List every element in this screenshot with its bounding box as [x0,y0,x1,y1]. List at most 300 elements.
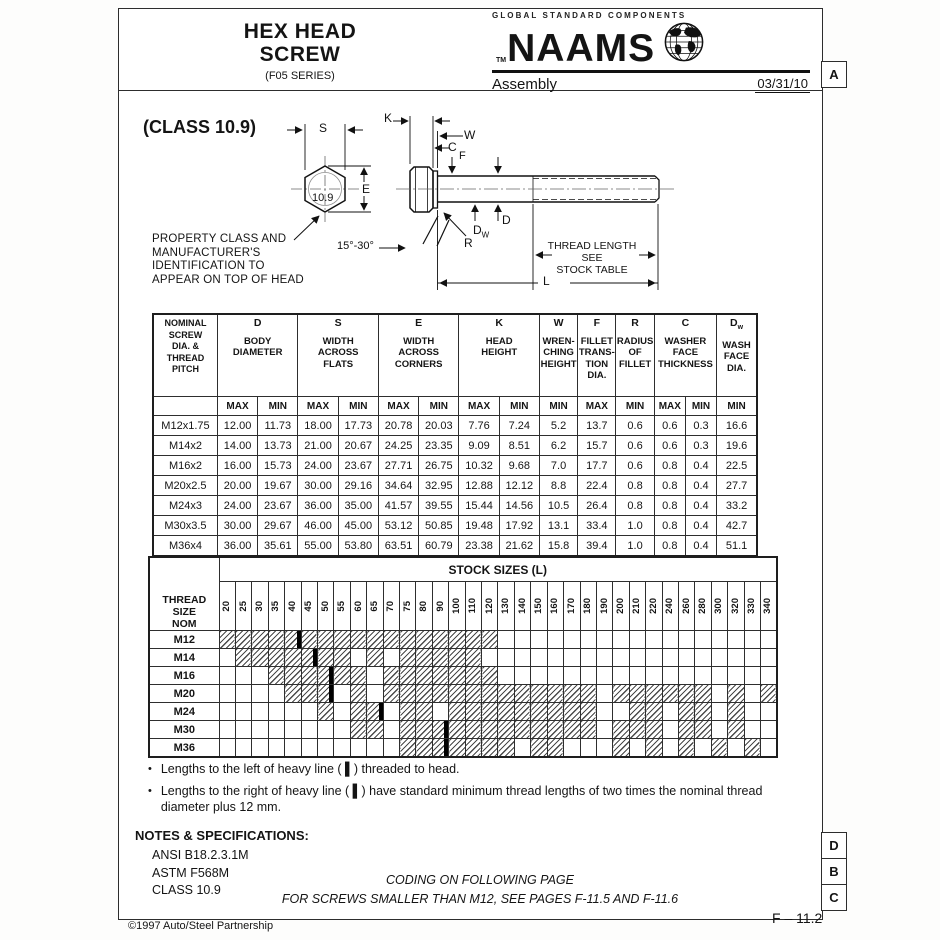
stock-length-header: 150 [531,582,547,631]
stock-cell [285,649,301,667]
stock-length-header: 140 [514,582,530,631]
stock-cell [531,649,547,667]
revision-letter-b: B [821,858,847,885]
stock-length-header: 70 [383,582,399,631]
dim-value-cell: 42.7 [717,516,757,536]
dim-row-size: M14x2 [153,436,217,456]
dim-minmax-header: MIN [419,397,459,416]
stock-cell [498,739,514,758]
dim-value-cell: 34.64 [378,476,418,496]
stock-cell [318,667,334,685]
stock-cell [268,667,284,685]
dim-minmax-header: MIN [685,397,716,416]
stock-cell [334,685,350,703]
dim-label-w: W [464,128,476,142]
stock-cell [547,631,563,649]
stock-cell [498,649,514,667]
dim-value-cell: 9.09 [459,436,499,456]
stock-cell [318,685,334,703]
copyright: ©1997 Auto/Steel Partnership [128,920,274,932]
stock-cell [564,649,580,667]
class-label: (CLASS 10.9) [143,117,257,137]
dim-minmax-header: MIN [616,397,654,416]
dim-value-cell: 0.4 [685,456,716,476]
dim-value-cell: 20.00 [217,476,257,496]
stock-cell [629,703,645,721]
stock-cell [416,685,432,703]
stock-cell [252,649,268,667]
dim-row-size: M16x2 [153,456,217,476]
dim-value-cell: 6.2 [539,436,577,456]
stock-cell [235,721,251,739]
stock-cell [416,631,432,649]
dim-value-cell: 63.51 [378,536,418,557]
stock-cell [662,685,678,703]
dim-value-cell: 35.00 [338,496,378,516]
stock-cell [350,721,366,739]
dim-value-cell: 36.00 [298,496,338,516]
stock-cell [432,631,448,649]
stock-cell [744,631,760,649]
dim-value-cell: 14.56 [499,496,539,516]
stock-cell [711,739,727,758]
stock-cell [678,631,694,649]
dim-minmax-header: MAX [217,397,257,416]
dim-value-cell: 22.4 [578,476,616,496]
stock-cell [400,667,416,685]
stock-cell [465,685,481,703]
dim-value-cell: 14.00 [217,436,257,456]
stock-cell [662,739,678,758]
note-bullet-1: • Lengths to the left of heavy line ( ▌) threaded to head. [148,762,460,776]
stock-cell [728,667,744,685]
dim-group-header: W WREN- CHING HEIGHT [539,314,577,397]
angle-label: 15°-30° [337,240,374,252]
brand-name: NAAMS [507,27,656,70]
stock-cell [301,721,317,739]
stock-corner-header: THREAD SIZE NOM [149,557,219,631]
dim-value-cell: 36.00 [217,536,257,557]
revision-letter-d: D [821,832,847,859]
stock-cell [285,631,301,649]
stock-cell [564,739,580,758]
stock-cell [728,649,744,667]
dim-value-cell: 17.73 [338,416,378,436]
stock-cell [662,667,678,685]
stock-length-header: 20 [219,582,235,631]
dim-value-cell: 20.03 [419,416,459,436]
stock-cell [383,739,399,758]
stock-cell [252,703,268,721]
dim-value-cell: 8.51 [499,436,539,456]
stock-cell [744,649,760,667]
dim-group-header: K HEAD HEIGHT [459,314,540,397]
stock-cell [580,631,596,649]
dim-group-header: F FILLET TRANS- TION DIA. [578,314,616,397]
stock-cell [350,631,366,649]
dim-value-cell: 0.8 [654,456,685,476]
stock-cell [596,703,612,721]
stock-cell [449,703,465,721]
dim-label-l: L [543,274,550,288]
stock-cell [662,703,678,721]
dim-value-cell: 1.0 [616,516,654,536]
stock-cell [235,667,251,685]
stock-cell [564,721,580,739]
stock-cell [613,667,629,685]
dim-value-cell: 35.61 [258,536,298,557]
stock-cell [531,631,547,649]
note-bullet-2: • Lengths to the right of heavy line ( ▌) have standard minimum thread lengths of two times the nominal thread diameter plus 12 mm. [148,784,763,814]
stock-cell [695,685,711,703]
stock-row-size: M24 [149,703,219,721]
stock-cell [760,649,777,667]
stock-cell [646,739,662,758]
dim-value-cell: 27.71 [378,456,418,476]
stock-cell [334,649,350,667]
stock-cell [662,721,678,739]
dim-value-cell: 33.2 [717,496,757,516]
head-marking: 10.9 [312,192,334,204]
stock-cell [285,685,301,703]
dim-row-size: M12x1.75 [153,416,217,436]
stock-cell [482,739,498,758]
stock-cell [449,721,465,739]
stock-cell [580,667,596,685]
stock-cell [744,739,760,758]
dim-value-cell: 27.7 [717,476,757,496]
stock-length-header: 200 [613,582,629,631]
stock-cell [252,667,268,685]
stock-cell [285,739,301,758]
dim-value-cell: 50.85 [419,516,459,536]
stock-length-header: 35 [268,582,284,631]
dim-value-cell: 0.6 [616,416,654,436]
dim-value-cell: 0.4 [685,476,716,496]
stock-cell [744,667,760,685]
stock-cell [252,721,268,739]
stock-cell [613,685,629,703]
stock-cell [449,685,465,703]
stock-cell [301,631,317,649]
dim-blank-cell [153,397,217,416]
stock-length-header: 60 [350,582,366,631]
dim-label-r: R [464,236,473,250]
stock-cell [350,703,366,721]
stock-cell [400,649,416,667]
dim-value-cell: 23.67 [338,456,378,476]
dim-minmax-header: MIN [717,397,757,416]
dim-value-cell: 30.00 [298,476,338,496]
stock-cell [596,649,612,667]
stock-cell [334,631,350,649]
doc-title-line1: HEX HEAD [243,20,357,43]
dim-value-cell: 15.73 [258,456,298,476]
stock-cell [728,631,744,649]
stock-length-header: 75 [400,582,416,631]
stock-cell [695,721,711,739]
specs-items [152,847,249,900]
dim-value-cell: 24.00 [298,456,338,476]
stock-cell [301,685,317,703]
property-class-note: PROPERTY CLASS AND MANUFACTURER'S IDENTIFICATION TO APPEAR ON TOP OF HEAD [152,233,304,286]
stock-cell [318,649,334,667]
stock-cell [252,685,268,703]
dim-value-cell: 12.88 [459,476,499,496]
stock-cell [367,649,383,667]
stock-length-header: 300 [711,582,727,631]
specs-heading: NOTES & SPECIFICATIONS: [135,828,309,843]
dim-value-cell: 24.00 [217,496,257,516]
stock-cell [596,685,612,703]
stock-cell [432,703,448,721]
bullet-icon: • [148,763,152,775]
dim-label-s: S [319,121,328,135]
dim-value-cell: 5.2 [539,416,577,436]
stock-cell [695,667,711,685]
dim-value-cell: 39.4 [578,536,616,557]
stock-cell [301,703,317,721]
stock-cell [613,739,629,758]
dim-value-cell: 53.80 [338,536,378,557]
dim-minmax-header: MAX [459,397,499,416]
dim-group-header: R RADIUS OF FILLET [616,314,654,397]
stock-cell [465,631,481,649]
stock-cell [350,667,366,685]
dim-value-cell: 22.5 [717,456,757,476]
stock-cell [498,685,514,703]
dim-value-cell: 23.35 [419,436,459,456]
stock-cell [400,703,416,721]
stock-cell [268,739,284,758]
stock-cell [711,703,727,721]
dim-row-size: M24x3 [153,496,217,516]
dim-label-d: D [502,213,511,227]
stock-cell [531,703,547,721]
stock-cell [760,703,777,721]
stock-cell [514,703,530,721]
dim-minmax-header: MIN [258,397,298,416]
stock-cell [235,631,251,649]
dim-value-cell: 51.1 [717,536,757,557]
stock-cell [547,721,563,739]
dim-value-cell: 18.00 [298,416,338,436]
dim-value-cell: 0.3 [685,416,716,436]
dim-value-cell: 30.00 [217,516,257,536]
notes [148,761,796,821]
stock-size-table [148,556,778,758]
stock-cell [318,703,334,721]
stock-cell [514,685,530,703]
stock-length-header: 80 [416,582,432,631]
dim-value-cell: 12.00 [217,416,257,436]
dim-value-cell: 39.55 [419,496,459,516]
revision-date: 03/31/10 [757,76,808,91]
stock-cell [235,739,251,758]
stock-cell [301,667,317,685]
dim-value-cell: 9.68 [499,456,539,476]
stock-cell [662,649,678,667]
dim-value-cell: 19.48 [459,516,499,536]
stock-cell [334,739,350,758]
dim-value-cell: 7.0 [539,456,577,476]
stock-cell [334,667,350,685]
stock-cell [383,721,399,739]
stock-cell [498,631,514,649]
stock-cell [465,703,481,721]
dim-label-c: C [448,140,457,154]
dim-value-cell: 7.24 [499,416,539,436]
stock-cell [367,721,383,739]
dim-row-size: M20x2.5 [153,476,217,496]
dim-value-cell: 11.73 [258,416,298,436]
stock-row-size: M36 [149,739,219,758]
stock-cell [465,721,481,739]
stock-cell [760,631,777,649]
stock-row-size: M12 [149,631,219,649]
dim-value-cell: 8.8 [539,476,577,496]
stock-cell [629,685,645,703]
stock-length-header: 110 [465,582,481,631]
dimension-table-grid [152,313,758,557]
dim-value-cell: 23.38 [459,536,499,557]
stock-cell [400,721,416,739]
stock-cell [678,739,694,758]
dim-label-e: E [362,182,371,196]
dim-group-header: D BODY DIAMETER [217,314,298,397]
stock-length-header: 280 [695,582,711,631]
stock-cell [514,649,530,667]
stock-cell [252,631,268,649]
stock-cell [219,703,235,721]
stock-length-header: 65 [367,582,383,631]
stock-cell [728,703,744,721]
dim-value-cell: 15.44 [459,496,499,516]
stock-cell [678,667,694,685]
stock-cell [482,649,498,667]
stock-cell [350,739,366,758]
dim-value-cell: 1.0 [616,536,654,557]
stock-length-header: 260 [678,582,694,631]
dim-value-cell: 15.7 [578,436,616,456]
stock-table-title: STOCK SIZES (L) [219,557,777,582]
stock-cell [596,667,612,685]
stock-cell [613,631,629,649]
stock-cell [334,703,350,721]
dim-value-cell: 0.6 [654,436,685,456]
stock-cell [400,739,416,758]
stock-length-header: 120 [482,582,498,631]
stock-cell [367,739,383,758]
stock-cell [416,649,432,667]
bullet-icon: • [148,785,152,797]
stock-length-header: 100 [449,582,465,631]
stock-cell [596,631,612,649]
dim-value-cell: 0.6 [616,436,654,456]
stock-cell [646,721,662,739]
stock-cell [580,721,596,739]
dim-label-dw: $D_W$ [473,223,490,240]
dim-value-cell: 0.8 [616,496,654,516]
dim-value-cell: 0.8 [616,476,654,496]
dim-value-cell: 12.12 [499,476,539,496]
stock-cell [564,685,580,703]
dim-value-cell: 7.76 [459,416,499,436]
stock-cell [219,649,235,667]
stock-cell [219,631,235,649]
stock-table-grid [148,556,778,758]
stock-cell [760,667,777,685]
stock-cell [301,649,317,667]
stock-cell [711,667,727,685]
stock-length-header: 180 [580,582,596,631]
dim-value-cell: 26.4 [578,496,616,516]
dim-value-cell: 24.25 [378,436,418,456]
dim-group-header: E WIDTH ACROSS CORNERS [378,314,459,397]
stock-cell [711,631,727,649]
stock-cell [629,721,645,739]
stock-cell [760,721,777,739]
dim-value-cell: 10.5 [539,496,577,516]
dim-value-cell: 21.00 [298,436,338,456]
dim-minmax-header: MAX [298,397,338,416]
stock-cell [235,703,251,721]
stock-cell [219,667,235,685]
revision-letter-c: C [821,884,847,911]
stock-cell [235,649,251,667]
doc-title-line2: SCREW [259,43,341,66]
dim-value-cell: 0.3 [685,436,716,456]
dim-row-size: M30x3.5 [153,516,217,536]
stock-cell [514,631,530,649]
stock-cell [613,703,629,721]
stock-cell [383,667,399,685]
dim-value-cell: 20.67 [338,436,378,456]
stock-cell [416,739,432,758]
stock-cell [498,703,514,721]
stock-cell [547,667,563,685]
stock-cell [531,667,547,685]
stock-cell [662,631,678,649]
stock-length-header: 45 [301,582,317,631]
dim-value-cell: 19.67 [258,476,298,496]
dim-value-cell: 21.62 [499,536,539,557]
stock-row-size: M30 [149,721,219,739]
stock-cell [400,631,416,649]
stock-cell [646,685,662,703]
stock-length-header: 160 [547,582,563,631]
thread-length-note: THREAD LENGTH SEE STOCK TABLE [547,240,637,276]
stock-cell [383,631,399,649]
stock-cell [514,667,530,685]
dim-value-cell: 26.75 [419,456,459,476]
stock-cell [367,685,383,703]
dim-value-cell: 46.00 [298,516,338,536]
dim-value-cell: 0.4 [685,536,716,557]
stock-cell [482,631,498,649]
brand-row [492,21,810,73]
stock-cell [400,685,416,703]
stock-cell [629,649,645,667]
stock-cell [531,739,547,758]
stock-cell [219,685,235,703]
stock-cell [514,739,530,758]
stock-cell [564,667,580,685]
stock-cell [416,721,432,739]
stock-cell [482,685,498,703]
stock-cell [416,667,432,685]
brand-tagline: GLOBAL STANDARD COMPONENTS [492,11,687,20]
